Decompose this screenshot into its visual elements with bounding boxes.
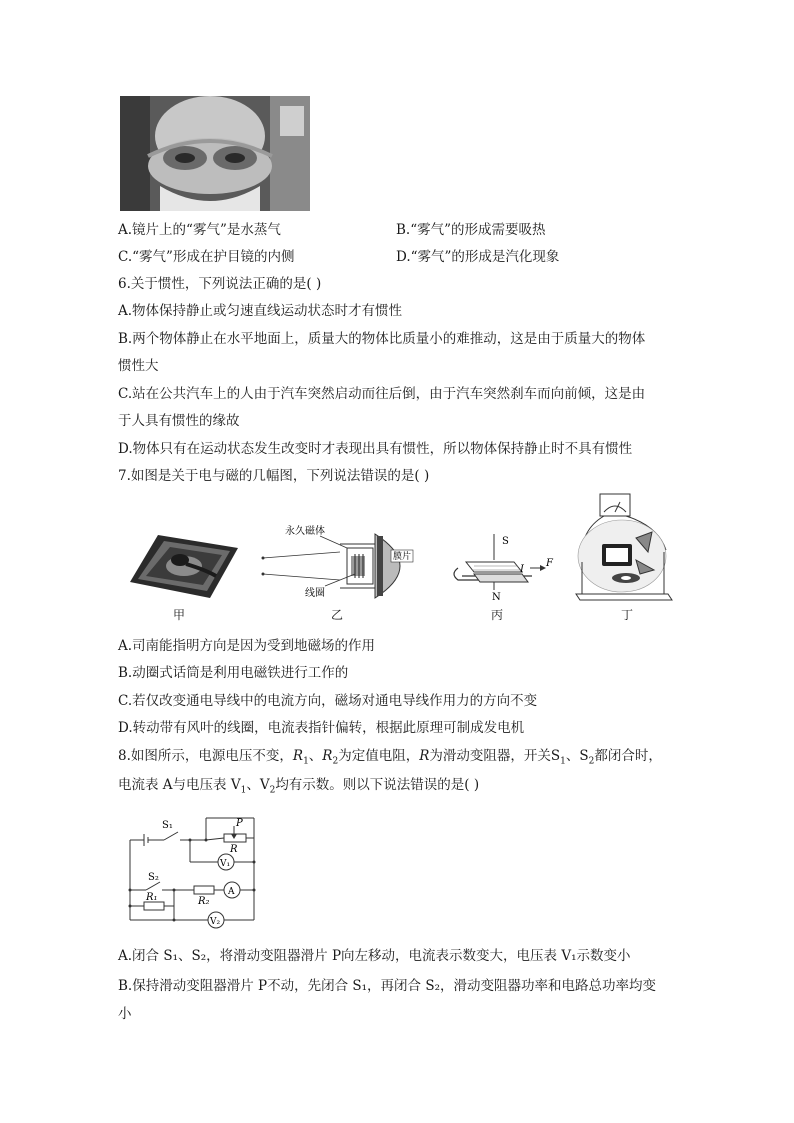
q8-option-b-line1: B.保持滑动变阻器滑片 P不动，先闭合 S₁，再闭合 S₂，滑动变阻器功率和电路总功率均变 — [118, 978, 656, 994]
q5-option-c: C.“雾气”形成在护目镜的内侧 — [118, 249, 295, 265]
generator-figure — [574, 490, 674, 604]
goggles-photo — [120, 96, 310, 211]
q7-option-c: C.若仅改变通电导线中的电流方向，磁场对通电导线作用力的方向不变 — [118, 693, 538, 709]
label-p: P — [236, 818, 243, 829]
label-s-pole: S — [502, 536, 509, 547]
caption-yi: 乙 — [330, 608, 343, 622]
q7-option-b: B.动圈式话筒是利用电磁铁进行工作的 — [118, 665, 349, 681]
label-s1: S₁ — [162, 820, 173, 831]
q6-option-b-line1: B.两个物体静止在水平地面上，质量大的物体比质量小的难推动，这是由于质量大的物体 — [118, 331, 646, 347]
label-permanent-magnet: 永久磁体 — [285, 526, 325, 537]
label-diaphragm: 膜片 — [393, 552, 412, 562]
microphone-figure — [255, 524, 420, 604]
label-force: F — [546, 558, 553, 569]
label-coil: 线圈 — [305, 588, 325, 599]
caption-ding: 丁 — [620, 608, 633, 622]
q8-stem-line1: 8.如图所示，电源电压不变，$R_1$、$R_2$为定值电阻，R为滑动变阻器，开关$S_1$、$S_2$都闭合时， — [118, 748, 662, 767]
q5-option-d: D.“雾气”的形成是汽化现象 — [396, 249, 560, 265]
caption-bing: 丙 — [490, 608, 503, 622]
q8-stem-line2: 电流表 A与电压表 $V_1$、$V_2$均有示数。则以下说法错误的是( ) — [118, 777, 480, 796]
q7-option-d: D.转动带有风叶的线圈，电流表指针偏转，根据此原理可制成发电机 — [118, 720, 525, 736]
q7-option-a: A.司南能指明方向是因为受到地磁场的作用 — [118, 638, 376, 654]
label-r1: R₁ — [146, 892, 158, 903]
q8-option-b-line2: 小 — [118, 1006, 132, 1022]
q7-stem: 7.如图是关于电与磁的几幅图，下列说法错误的是( ) — [118, 468, 430, 484]
caption-jia: 甲 — [172, 608, 185, 622]
label-r: R — [230, 844, 238, 855]
label-v1: V₁ — [220, 859, 231, 869]
q5-option-a: A.镜片上的“雾气”是水蒸气 — [118, 222, 281, 238]
label-current: I — [520, 564, 524, 575]
circuit-diagram — [124, 812, 272, 930]
q5-option-b: B.“雾气”的形成需要吸热 — [396, 222, 546, 238]
q6-option-c-line1: C.站在公共汽车上的人由于汽车突然启动而往后倒，由于汽车突然刹车而向前倾，这是由 — [118, 386, 646, 402]
q6-stem: 6.关于惯性，下列说法正确的是( ) — [118, 276, 322, 292]
label-n-pole: N — [492, 592, 501, 602]
label-a: A — [228, 887, 235, 897]
label-v2: V₂ — [210, 917, 221, 927]
wire-in-field-figure — [452, 530, 562, 602]
compass-figure — [128, 530, 240, 600]
q6-option-c-line2: 于人具有惯性的缘故 — [118, 413, 240, 429]
q6-option-a: A.物体保持静止或匀速直线运动状态时才有惯性 — [118, 303, 403, 319]
q6-option-b-line2: 惯性大 — [118, 358, 159, 374]
q8-option-a: A.闭合 S₁、S₂，将滑动变阻器滑片 P向左移动，电流表示数变大，电压表 V₁示数变小 — [118, 948, 631, 964]
label-r2: R₂ — [198, 896, 210, 907]
q6-option-d: D.物体只有在运动状态发生改变时才表现出具有惯性，所以物体保持静止时不具有惯性 — [118, 441, 633, 457]
label-s2: S₂ — [148, 872, 159, 883]
